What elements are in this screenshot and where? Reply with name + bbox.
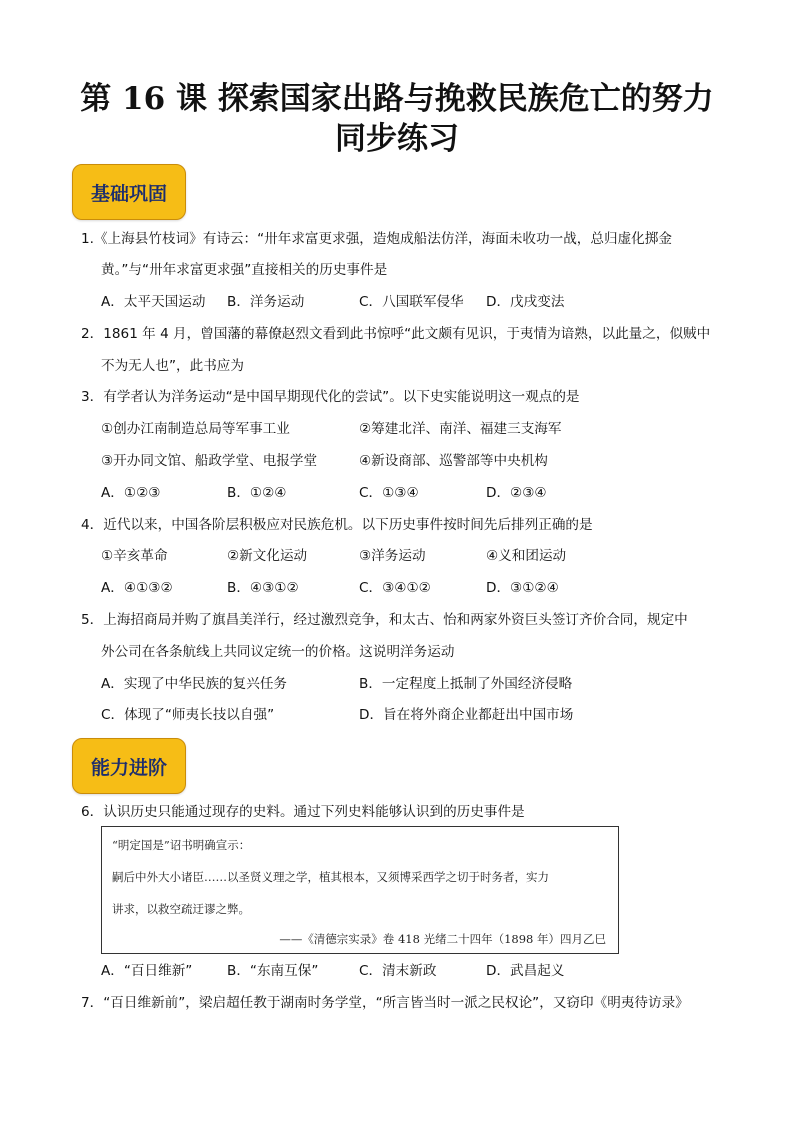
- q5-option-b[interactable]: B．一定程度上抵制了外国经济侵略: [359, 676, 573, 692]
- page-title-line2: 同步练习: [335, 121, 459, 157]
- q5-option-d[interactable]: D．旨在将外商企业都赶出中国市场: [359, 707, 574, 723]
- q6-option-b[interactable]: B．“东南互保”: [227, 963, 319, 979]
- q6-option-a[interactable]: A．“百日维新”: [101, 963, 193, 979]
- q6-quote-line1: “明定国是”诏书明确宣示：: [112, 838, 251, 852]
- q1-stem-line1: 1.《上海县竹枝词》有诗云：“卅年求富更求强，造炮成船法仿洋，海面未收功一战，总归虚化掷金: [81, 231, 672, 247]
- q1-option-b[interactable]: B．洋务运动: [227, 294, 305, 310]
- q5-stem-line2: 外公司在各条航线上共同议定统一的价格。这说明洋务运动: [101, 644, 455, 660]
- q3-option-c[interactable]: C．①③④: [359, 485, 419, 501]
- q4-statement-2: ②新文化运动: [227, 548, 308, 564]
- q5-option-a[interactable]: A．实现了中华民族的复兴任务: [101, 676, 288, 692]
- q4-statement-1: ①辛亥革命: [101, 548, 168, 564]
- q3-option-d[interactable]: D．②③④: [486, 485, 547, 501]
- q4-option-d[interactable]: D．③①②④: [486, 580, 559, 596]
- q2-stem-line1: 2．1861 年 4 月，曾国藩的幕僚赵烈文看到此书惊呼“此文颇有见识，于夷情为谙熟，以此量之，似贼中: [81, 326, 711, 342]
- section-badge-advanced: 能力进阶: [72, 738, 186, 794]
- q4-statement-4: ④义和团运动: [486, 548, 567, 564]
- q7-stem-line1: 7．“百日维新前”，梁启超任教于湖南时务学堂，“所言皆当时一派之民权论”，又窃印《明夷待访录》: [81, 995, 689, 1011]
- q6-quote-line3: 讲求，以救空疏迂谬之弊。: [112, 902, 250, 916]
- q6-quote-line2: 嗣后中外大小诸臣……以圣贤义理之学，植其根本，又须博采西学之切于时务者，实力: [112, 870, 549, 884]
- q3-statement-3: ③开办同文馆、船政学堂、电报学堂: [101, 453, 318, 469]
- q6-quote-source: ——《清德宗实录》卷 418 光绪二十四年（1898 年）四月乙巳: [279, 932, 606, 946]
- q6-stem: 6．认识历史只能通过现存的史料。通过下列史料能够认识到的历史事件是: [81, 804, 525, 820]
- q3-stem: 3．有学者认为洋务运动“是中国早期现代化的尝试”。以下史实能说明这一观点的是: [81, 389, 580, 405]
- q4-option-b[interactable]: B．④③①②: [227, 580, 299, 596]
- q3-statement-4: ④新设商部、巡警部等中央机构: [359, 453, 548, 469]
- q1-stem-line2: 黄。”与“卅年求富更求强”直接相关的历史事件是: [101, 262, 388, 278]
- q3-option-b[interactable]: B．①②④: [227, 485, 287, 501]
- q3-statement-2: ②筹建北洋、南洋、福建三支海军: [359, 421, 562, 437]
- q5-stem-line1: 5．上海招商局并购了旗昌美洋行，经过激烈竞争，和太古、怡和两家外资巨头签订齐价合同，规定中: [81, 612, 688, 628]
- q1-option-a[interactable]: A．太平天国运动: [101, 294, 206, 310]
- q5-option-c[interactable]: C．体现了“师夷长技以自强”: [101, 707, 275, 723]
- q4-statement-3: ③洋务运动: [359, 548, 426, 564]
- section-badge-basic: 基础巩固: [72, 164, 186, 220]
- q4-stem: 4．近代以来，中国各阶层积极应对民族危机。以下历史事件按时间先后排列正确的是: [81, 517, 593, 533]
- q6-source-box: [101, 826, 619, 954]
- q3-option-a[interactable]: A．①②③: [101, 485, 161, 501]
- q4-option-a[interactable]: A．④①③②: [101, 580, 173, 596]
- q2-stem-line2: 不为无人也”，此书应为: [101, 358, 244, 374]
- q1-option-d[interactable]: D．戊戌变法: [486, 294, 565, 310]
- q6-option-c[interactable]: C．清末新政: [359, 963, 437, 979]
- page-title-line1: 第 16 课 探索国家出路与挽救民族危亡的努力: [80, 81, 714, 117]
- q3-statement-1: ①创办江南制造总局等军事工业: [101, 421, 290, 437]
- q6-option-d[interactable]: D．武昌起义: [486, 963, 565, 979]
- q4-option-c[interactable]: C．③④①②: [359, 580, 431, 596]
- q1-option-c[interactable]: C．八国联军侵华: [359, 294, 464, 310]
